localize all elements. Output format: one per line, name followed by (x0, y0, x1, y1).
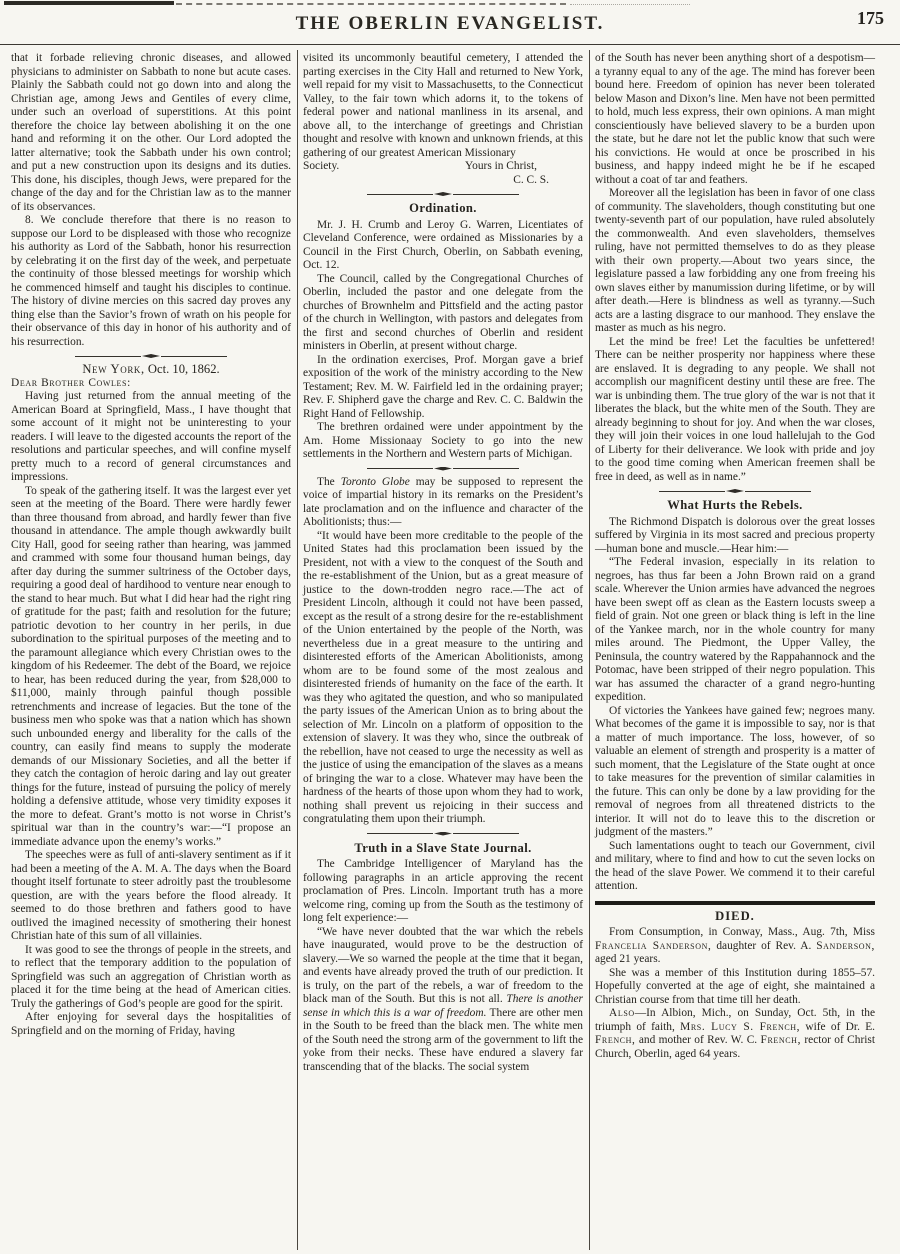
signature-row (303, 160, 583, 174)
divider-line (453, 833, 519, 834)
article-paragraph: 8. We conclude therefore that there is no reason to suppose our Lord to be displeased with those who recognize his authority as Lord of the Sabbath, honor his resurrection by celebrating it on the first day of the week, and perpetuate the continuity of those blessed meetings for worship which he commenced himself and taught his disciples to continue. The history of divine mercies on this sacred day proves any thing else than the Savior’s frown of wrath on his people for their observance of this day in honor of his authority and of his resurrection. (11, 214, 291, 348)
signature-line: Yours in Christ, (465, 160, 537, 172)
dateline: New York, Oct. 10, 1862. (82, 362, 220, 376)
article-heading: Truth in a Slave State Journal. (354, 840, 532, 855)
divider-line (161, 356, 227, 357)
article-paragraph: The Toronto Globe may be supposed to represent the voice of impartial history in its remarks on the President’s late proclamation and on the influence and character of the Abolitionists; thus:— (303, 475, 583, 528)
paragraph-end: Society. (303, 160, 340, 172)
article-paragraph: visited its uncommonly beautiful cemetery, I attended the parting exercises in the City Hall and returned to New York, well repaid for my visit to Massachusetts, to the Connecticut Valley, to the fair town which adorns it, to the tokens of federal power and national manliness in its arsenal, and above all, to the interchange of greetings and Christian thought and resolve with known and unknown friends, at this gathering of our greatest American Missionary (303, 52, 583, 159)
column-2 (299, 50, 588, 1250)
section-divider (11, 353, 291, 359)
article-paragraph: The Cambridge Intelligencer of Maryland has the following paragraphs in an article approving the recent proclamation of Pres. Lincoln. Important truth has a more welcome ring, coming up from the South as the testimony of long felt experience:— (303, 858, 583, 924)
divider-line (367, 833, 433, 834)
divider-line (367, 468, 433, 469)
article-paragraph: of the South has never been anything short of a despotism—a tyranny equal to any of the age. The mind has forever been bound here. Freedom of opinion has never been tolerated below Mason and Dixon’s line. Men have not been permitted to hold, much less express, their own opinions. A man might conscientiously have believed slavery to be a burden upon the state, but he dare not let the public know that such were his convictions. He would at once be proscribed in his business, and happy indeed might he be if he escaped without a coat of tar and feathers. (595, 52, 875, 186)
article-paragraph: “It would have been more creditable to the people of the United States had this proclamation been issued by the President, not with a view to the conquest of the South and the re-establishment of the Union, but as a great measure of justice to the down-trodden negro race.—The act of President Lincoln, although it could not have been passed, except as the result of a strong desire for the re-establishment of the Union entertained by the people of the North, was nevertheless due in a great measure to the untiring and disinterested efforts of the American Abolitionists, among whom are to be found some of the most zealous and disinterested friends of humanity on the face of the earth. It was they who agitated the question, and who so manipulated the party issues of the American Union as to bring about the selection of Mr. Lincoln on a platform of opposition to the extension of slavery. It was they who, since the outbreak of the rebellion, have not ceased to urge the necessity as well as the justice of using the emancipation of the slaves as a means of bringing the war to a close. Whatever may have been the hardness of the hearts of those upon whom they had to work, nothing shall prevent us rejoicing in their success and congratulating them upon their triumph. (303, 529, 583, 825)
article-paragraph: Mr. J. H. Crumb and Leroy G. Warren, Licentiates of Cleveland Conference, were ordained as Missionaries by a Council in the First Church, Oberlin, on Sabbath evening, Oct. 12. (303, 218, 583, 271)
article-paragraph: She was a member of this Institution during 1855–57. Hopefully converted at the age of eight, she maintained a Christian course from that time till her death. (595, 966, 875, 1006)
divider-line (453, 194, 519, 195)
article-paragraph: that it forbade relieving chronic diseases, and allowed physicians to administer on Sabbath to none but acute cases. Plainly the Sabbath could not go down into and along the Christian age, among Jews and Gentiles of every clime, under such an overload of superstitions. At this point therefore the choice lay between abolishing it on the one hand and reforming it on the other. Our Lord adopted the latter alternative; took the Sabbath under his own control; and put a new construction upon its designs and its duties. This done, his disciples, though Jews, were prepared for the change of the day and for the Christian law as to the manner of its observances. (11, 52, 291, 213)
salutation-line: Dear Brother Cowles: (11, 376, 131, 389)
page-header (0, 0, 900, 45)
article-paragraph: “We have never doubted that the war which the rebels have inaugurated, would prove to be the destruction of slavery.—We so warned the people at the time that it began, and events have already proved the truth of our prediction. It is truly, on the part of the rebels, a war of freedom to the black man of the South. But this is not all. There is another sense in which this is a war of freedom. There are other men in the South to be freed than the black men. The white men of the South need the strong arm of the government to lift the yoke from their necks. These have endured a slavery far transcending that of the blacks. The social system (303, 925, 583, 1073)
article-paragraph: Let the mind be free! Let the faculties be unfettered! There can be neither prosperity nor happiness where these are enslaved. It is degrading to any people. We shall not accomplish our magnificent destiny until these are free. The war is unbinding them. The true glory of the war is not that it liberates the black, but the white men of the South. They are already beginning to shout for joy. And when the war closes, they will join their voices in one loud hallelujah to the God of Liberty for their deliverance. We look with pride and joy to the good time coming when American freemen shall be free in deed, as well as in name.” (595, 335, 875, 483)
column-rule (297, 50, 298, 1250)
article-paragraph: The brethren ordained were under appointment by the Am. Home Missionaay Society to go into the new settlements in the Northern and Western parts of Michigan. (303, 421, 583, 460)
article-paragraph: To speak of the gathering itself. It was the largest ever yet seen at the meeting of the Board. There were hardly fewer than three thousand from abroad, and hardly fewer than five thousand in attendance. The ample though awkwardly built City Hall, good for seeing rather than hearing, was jammed and crammed with some four thousand human beings, day after day during the summer sultriness of the October days, requiring a good deal of hardihood to venture near enough to the stand to hear much. But what I did hear had the right ring of gratitude for the past; faith and resolution for the future; patriotic devotion to her country in her perils, in due subordination to the spiritual purposes of the meeting and to the paramount allegiance which every Christian owes to the kingdom of his Redeemer. The debt of the Board, we rejoice to hear, has been reduced during the year, from $28,000 to $11,000, mainly through painful though possible retrenchments and increase of legacies. But the tone of the business men who spoke was that a nation which has shown such unbounded energy and liberality for the calls of the country, can easily find means to supply the moderate demands of our Missionary Societies, and all the better if they catch the contagion of heroic daring and lay out greater things for the future, instead of pursuing the policy of merely holding a defensive attitude, whose very timidity exposes it the more to defeat. Grant’s motto is not worse in Christ’s spiritual war than in the country’s war:—“I propose an immediate advance upon the enemy’s works.” (11, 484, 291, 848)
divider-diamond-icon (434, 832, 452, 836)
divider-diamond-icon (726, 489, 744, 493)
divider-line (659, 491, 725, 492)
divider-line (367, 194, 433, 195)
section-divider (303, 831, 583, 837)
signature-initials: C. C. S. (513, 173, 549, 186)
divider-diamond-icon (434, 192, 452, 196)
divider-line (75, 356, 141, 357)
column-1 (7, 50, 296, 1250)
divider-diamond-icon (434, 467, 452, 471)
article-paragraph: Having just returned from the annual meeting of the American Board at Springfield, Mass., I have thought that some account of it might not be uninteresting to your readers. I will leave to the digested accounts the report of the resolutions and particular speeches, and will confine myself pretty much to a record of general circumstances and impressions. (11, 390, 291, 483)
heavy-divider (595, 901, 875, 905)
divider-line (453, 468, 519, 469)
masthead-title: THE OBERLIN EVANGELIST. (295, 13, 605, 34)
section-divider (303, 466, 583, 472)
article-paragraph: After enjoying for several days the hospitalities of Springfield and on the morning of Friday, having (11, 1011, 291, 1037)
article-paragraph: The speeches were as full of anti-slavery sentiment as if it had been a meeting of the A. M. A. The days when the Board thought itself fortunate to steer adroitly past the troublesome question, are with the years before the flood already. It seemed to do those brethren and fathers good to have outlived the imagined necessity of smothering their honest Christian hate of this sum of all villainies. (11, 849, 291, 942)
section-divider (595, 488, 875, 494)
article-heading: DIED. (715, 908, 755, 923)
divider-diamond-icon (142, 354, 160, 358)
article-paragraph: Moreover all the legislation has been in favor of one class of community. The slaveholders, though constituting but one twenty-seventh part of our population, have ruled absolutely the commonwealth. And even slaveholders, themselves ruling, have not permitted themselves to do as they please with their own property.—About two years since, the legislature passed a law forbidding any one from freeing his own slaves either by manumission during lifetime, or by will after death.—Here is blindness as well as tyranny.—Such acts are a lasting disgrace to our manhood. They enslave the master as much as his negro. (595, 187, 875, 334)
article-paragraph: Such lamentations ought to teach our Government, civil and military, where to find and how to cut the seven locks on the head of the slave Power. We commend it to their careful attention. (595, 839, 875, 892)
article-paragraph: The Council, called by the Congregational Churches of Oberlin, included the pastor and one delegate from the churches of Brownhelm and Pittsfield and the acting pastor of the church in Wellington, with pastors and delegates from the first and second churches of Oberlin and resident ministers in Oberlin, at present without charge. (303, 272, 583, 352)
article-heading: Ordination. (409, 201, 477, 215)
divider-line (745, 491, 811, 492)
article-paragraph: It was good to see the throngs of people in the streets, and to reflect that the temporary addition to the population of Springfield was such an aggregation of Christian worth as placed it for the time being at the head of American cities. Truly the gatherings of God’s people are good for the spirit. (11, 943, 291, 1010)
page-number: 175 (857, 8, 884, 28)
column-area (0, 45, 900, 1250)
article-heading: What Hurts the Rebels. (667, 498, 803, 512)
section-divider (303, 191, 583, 197)
article-paragraph: “The Federal invasion, especially in its relation to negroes, has thus far been a John Brown raid on a grand scale. Wherever the Union armies have advanced the negroes have been swept off as clean as the Eastern locusts sweep a field of grain. Not one green or black thing is left in the line of the Yankee march, nor in the whole country for many miles around. The Piedmont, the Upper Valley, the Peninsula, the country watered by the Rappahannock and the Potomac, have been stripped of their negro population. This war has assumed the character of a grand negro-hunting expedition. (595, 556, 875, 703)
article-paragraph: From Consumption, in Conway, Mass., Aug. 7th, Miss Francelia Sanderson, daughter of Rev. A. Sanderson, aged 21 years. (595, 926, 875, 965)
article-paragraph: Also—In Albion, Mich., on Sunday, Oct. 5th, in the triumph of faith, Mrs. Lucy S. French, wife of Dr. E. French, and mother of Rev. W. C. French, rector of Christ Church, Oberlin, aged 64 years. (595, 1007, 876, 1060)
column-3 (591, 50, 880, 1250)
column-rule (589, 50, 590, 1250)
article-paragraph: Of victories the Yankees have gained few; negroes many. What becomes of the game it is impossible to say, nor is that a matter of much importance. The loss, however, of so valuable an element of strength and prosperity is a matter of such moment, that the Legislature of the State ought at once to take measures for the prevention of similar calamities in the future. This can only be done by a law providing for the removal of negroes from all threatened districts to the interior. It will not do to leave this to the discretion or judgment of the masters.” (595, 704, 875, 838)
article-paragraph: In the ordination exercises, Prof. Morgan gave a brief exposition of the work of the ministry according to the New Testament; Rev. M. W. Fairfield led in the ordaining prayer; Rev. F. Shipherd gave the charge and Rev. C. C. Baldwin the Right Hand of Fellowship. (303, 353, 583, 420)
article-paragraph: The Richmond Dispatch is dolorous over the great losses suffered by Virginia in its most sacred and precious property—human bone and muscle.—Hear him:— (595, 515, 875, 555)
